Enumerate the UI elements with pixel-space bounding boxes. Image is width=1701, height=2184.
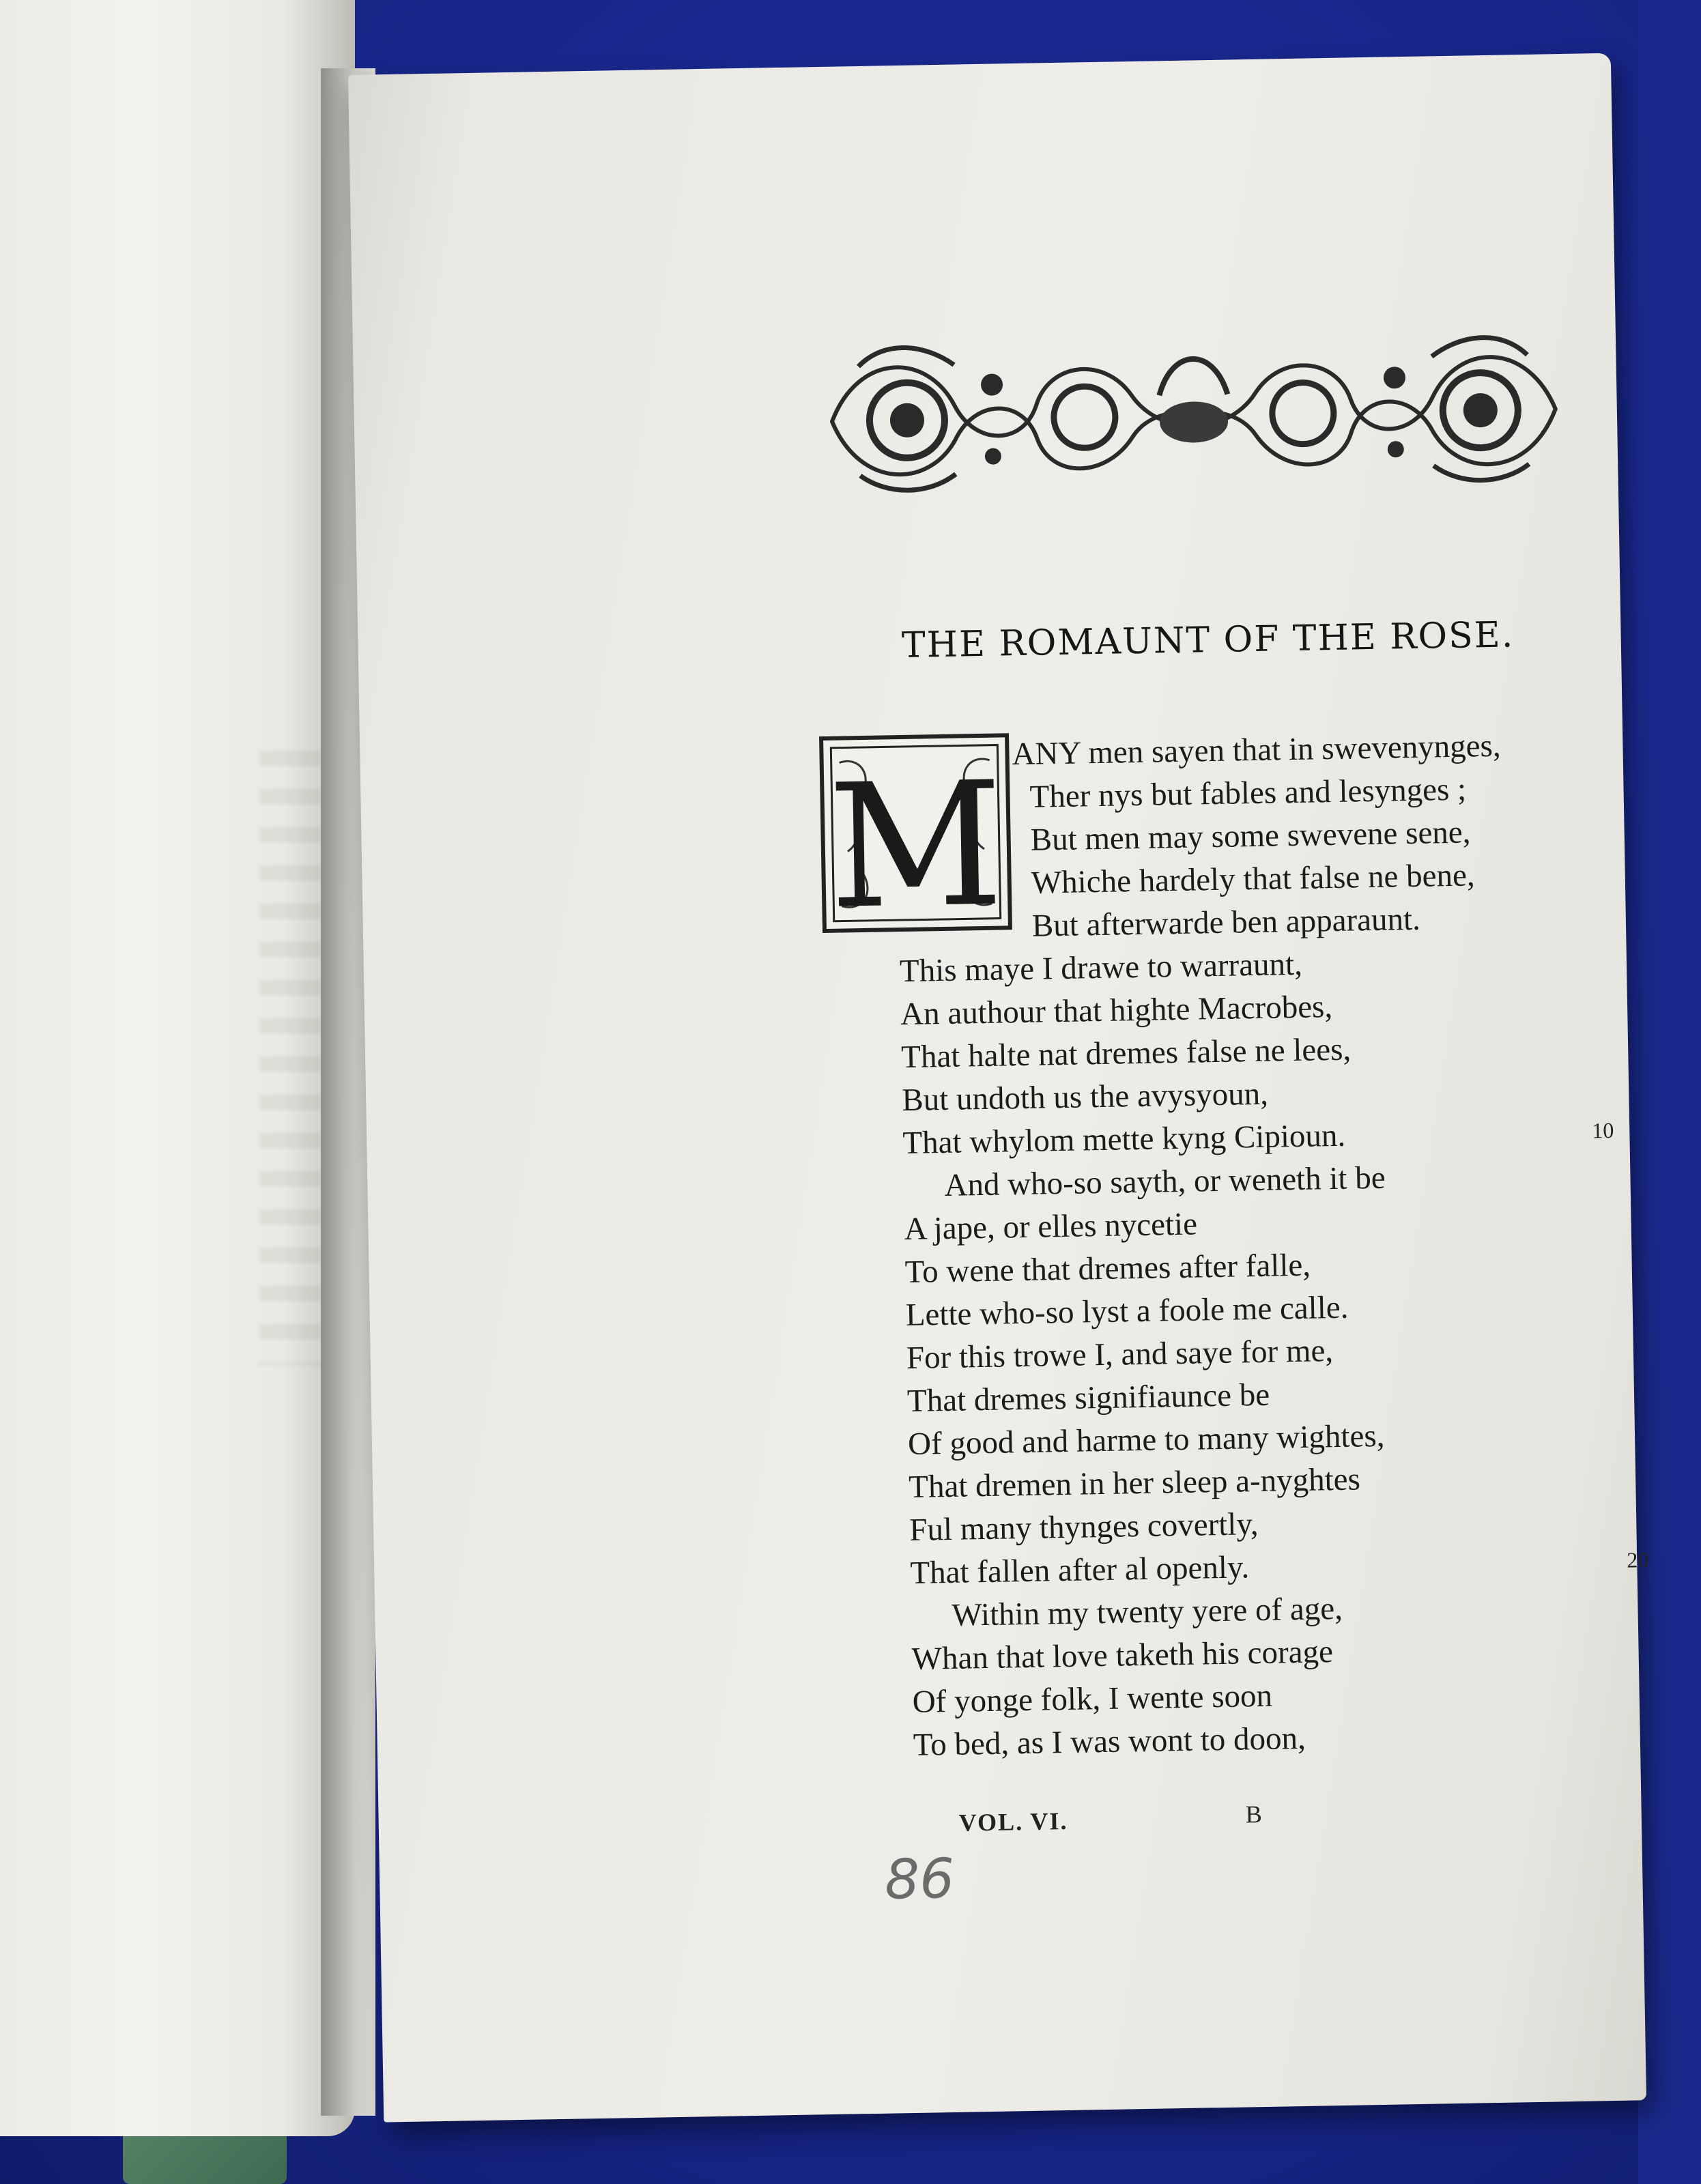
page-title: THE ROMAUNT OF THE ROSE. <box>901 614 1515 666</box>
text-line: That dremes signifiaunce be <box>906 1377 1270 1419</box>
text-line: A jape, or elles nycetie <box>904 1206 1198 1248</box>
text-line: But men may some swevene sene, <box>1030 814 1471 858</box>
line-number: 10 <box>1591 1117 1614 1143</box>
text-line: But undoth us the avysyoun, <box>901 1076 1269 1119</box>
text-line: This maye I drawe to warraunt, <box>899 946 1303 990</box>
text-line: For this trowe I, and saye for me, <box>906 1333 1334 1377</box>
text-line: But afterwarde ben apparaunt. <box>1031 901 1421 944</box>
text-line: Within my twenty yere of age, <box>952 1590 1343 1633</box>
text-line: To wene that dremes after falle, <box>904 1247 1311 1291</box>
decorated-initial-icon <box>818 732 1013 947</box>
left-page-bleedthrough <box>259 751 321 1365</box>
footer-signature: B <box>1245 1800 1263 1828</box>
text-line: Ful many thynges covertly, <box>909 1506 1259 1548</box>
footer-volume: VOL. VI. <box>958 1807 1068 1837</box>
text-line: Lette who-so lyst a foole me calle. <box>905 1289 1349 1334</box>
text-line: Whan that love taketh his corage <box>911 1634 1334 1677</box>
pencil-note: 86 <box>884 1846 955 1912</box>
right-page <box>348 53 1649 2123</box>
text-line: Whiche hardely that false ne bene, <box>1031 857 1476 901</box>
text-line: An authour that highte Macrobes, <box>900 989 1333 1033</box>
text-line: That dremen in her sleep a-nyghtes <box>908 1461 1361 1505</box>
ornamental-headpiece-icon <box>817 313 1571 511</box>
text-line: And who-so sayth, or weneth it be <box>944 1160 1386 1203</box>
line-number: 20 <box>1626 1547 1649 1572</box>
text-line: To bed, as I was wont to doon, <box>913 1720 1306 1763</box>
text-line: Of yonge folk, I wente soon <box>912 1678 1273 1720</box>
text-line: That whylom mette kyng Cipioun. <box>902 1117 1346 1162</box>
pencil-annotation <box>877 1831 1015 1915</box>
text-line: That halte nat dremes false ne lees, <box>900 1031 1352 1076</box>
text-line: That fallen after al openly. <box>909 1549 1250 1591</box>
drop-cap-letter: M <box>827 745 1005 947</box>
text-line: ANY men sayen that in swevenynges, <box>1012 728 1502 773</box>
text-line: Of good and harme to many wightes, <box>907 1418 1385 1462</box>
text-line: Ther nys but fables and lesynges ; <box>1029 771 1467 815</box>
